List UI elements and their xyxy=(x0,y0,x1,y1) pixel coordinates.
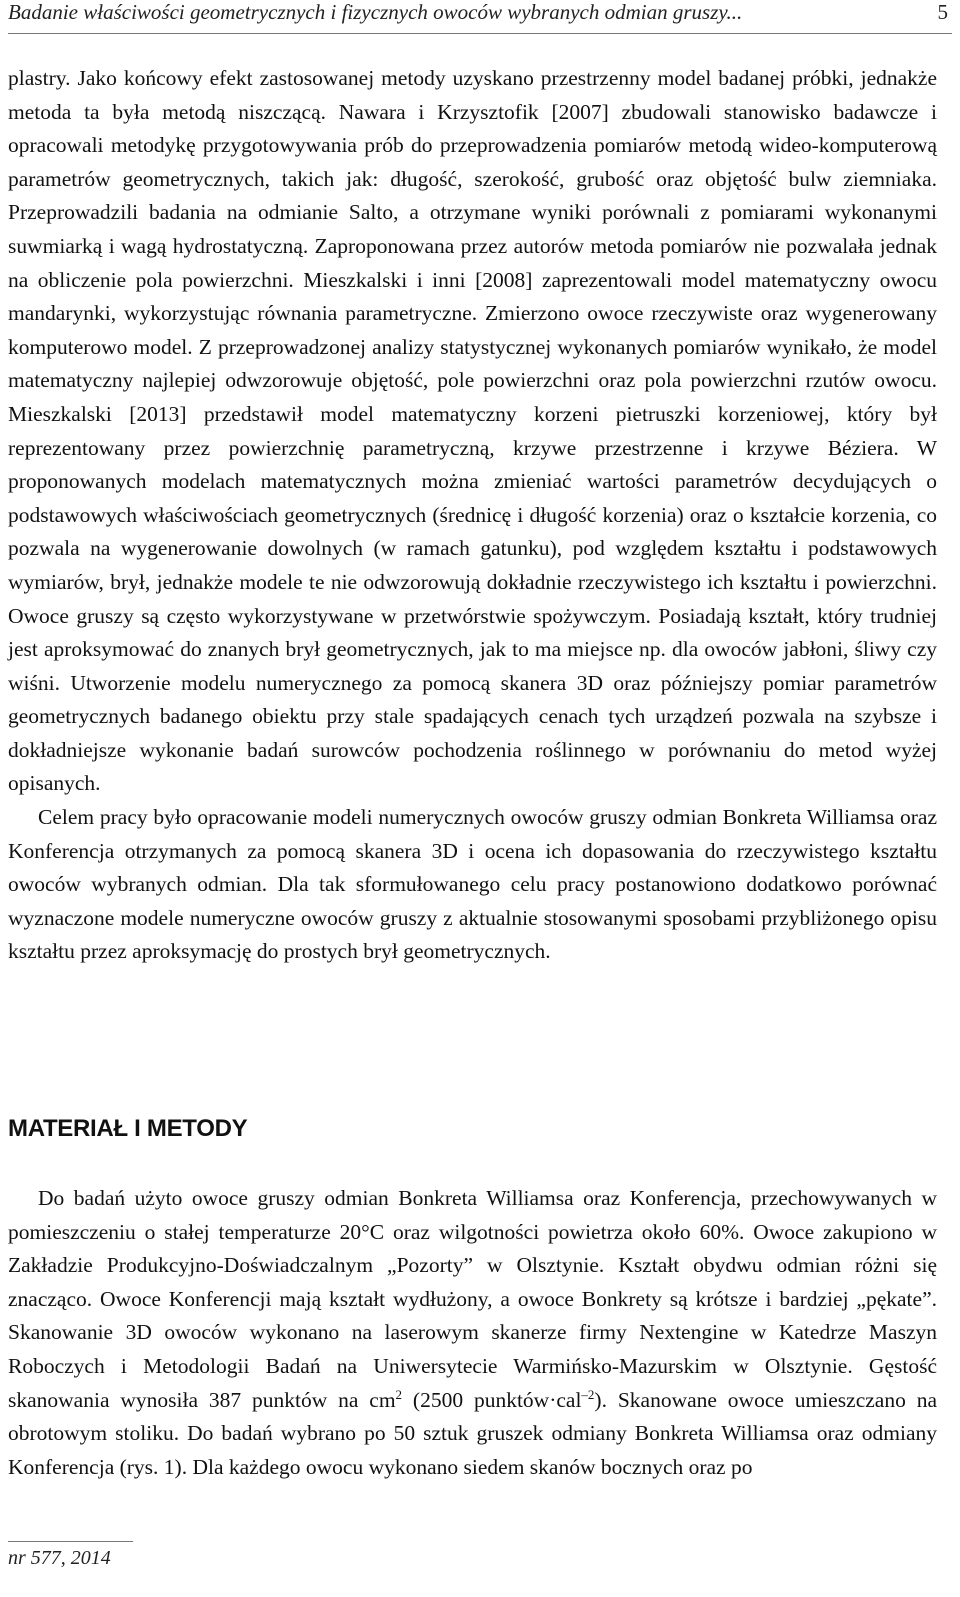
section-heading: MATERIAŁ I METODY xyxy=(8,1115,248,1142)
paragraph xyxy=(8,1182,937,1484)
page-number: 5 xyxy=(937,0,948,24)
footer-divider xyxy=(8,1541,133,1542)
introduction-text xyxy=(8,62,937,969)
running-header xyxy=(8,0,948,24)
footer-issue: nr 577, 2014 xyxy=(8,1547,111,1569)
paragraph-text: ). Skanowane owoce umieszczano na obrotowym stoliku. Do badań wybrano po 50 sztuk gruszek odmiany Bonkreta Williamsa oraz odmiany Konferencja (rys. 1). Dla każdego owocu wykonano siedem skanów bocznych oraz po xyxy=(8,1387,937,1479)
running-header-title: Badanie właściwości geometrycznych i fizycznych owoców wybranych odmian gruszy... xyxy=(8,0,743,24)
paragraph: plastry. Jako końcowy efekt zastosowanej metody uzyskano przestrzenny model badanej próbki, jednakże metoda ta była metodą niszczącą. Nawara i Krzysztofik [2007] zbudowali stanowisko badawcze i opracowali metodykę przygotowywania prób do przeprowadzenia pomiarów metodą wideo-komputerową parametrów geometrycznych, takich jak: długość, szerokość, grubość oraz objętość bulw ziemniaka. Przeprowadzili badania na odmianie Salto, a otrzymane wyniki porównali z pomiarami wykonanymi suwmiarką i wagą hydrostatyczną. Zaproponowana przez autorów metoda pomiarów nie pozwalała jednak na obliczenie pola powierzchni. Mieszkalski i inni [2008] zaprezentowali model matematyczny owocu mandarynki, wykorzystując równania parametryczne. Zmierzono owoce rzeczywiste oraz wygenerowany komputerowo model. Z przeprowadzonej analizy statystycznej wykonanych pomiarów wynikało, że model matematyczny najlepiej odwzorowuje objętość, pole powierzchni oraz pola powierzchni rzutów owocu. Mieszkalski [2013] przedstawił model matematyczny korzeni pietruszki korzeniowej, który był reprezentowany przez powierzchnię parametryczną, krzywe przestrzenne i krzywe Béziera. W proponowanych modelach matematycznych można zmieniać wartości parametrów decydujących o podstawowych właściwościach geometrycznych (średnicę i długość korzenia) oraz o kształcie korzenia, co pozwala na wygenerowanie dowolnych (w ramach gatunku), pod względem kształtu i podstawowych wymiarów, brył, jednakże modele te nie odwzorowują dokładnie rzeczywistego ich kształtu i powierzchni. Owoce gruszy są często wykorzystywane w przetwórstwie spożywczym. Posiadają kształt, który trudniej jest aproksymować do znanych brył geometrycznych, jak to ma miejsce np. dla owoców jabłoni, śliwy czy wiśni. Utworzenie modelu numerycznego za pomocą skanera 3D oraz późniejszy pomiar parametrów geometrycznych badanego obiektu przy stale spadających cenach tych urządzeń pozwala na szybsze i dokładniejsze wykonanie badań surowców pochodzenia roślinnego w porównaniu do metod wyżej opisanych. xyxy=(8,66,937,796)
superscript: –2 xyxy=(581,1386,595,1402)
methods-text xyxy=(8,1182,937,1484)
paragraph-text: (2500 punktów·cal xyxy=(402,1387,582,1412)
paragraph-text: Do badań użyto owoce gruszy odmian Bonkreta Williamsa oraz Konferencja, przechowywanych w pomieszczeniu o stałej temperaturze 20°C oraz wilgotności powietrza około 60%. Owoce zakupiono w Zakładzie Produkcyjno-Doświadczalnym „Pozorty” w Olsztynie. Kształt obydwu odmian różni się znacząco. Owoce Konferencji mają kształt wydłużony, a owoce Bonkrety są krótsze i bardziej „pękate”. Skanowanie 3D owoców wykonano na laserowym skanerze firmy Nextengine w Katedrze Maszyn Roboczych i Metodologii Badań na Uniwersytecie Warmińsko-Mazurskim w Olsztynie. Gęstość skanowania wynosiła 387 punktów na cm xyxy=(8,1186,937,1412)
superscript: 2 xyxy=(395,1386,403,1402)
paragraph: Celem pracy było opracowanie modeli numerycznych owoców gruszy odmian Bonkreta Williamsa oraz Konferencja otrzymanych za pomocą skanera 3D i ocena ich dopasowania do rzeczywistego kształtu owoców wybranych odmian. Dla tak sformułowanego celu pracy postanowiono dodatkowo porównać wyznaczone modele numeryczne owoców gruszy z aktualnie stosowanymi sposobami przybliżonego opisu kształtu przez aproksymację do prostych brył geometrycznych. xyxy=(8,805,937,964)
header-divider xyxy=(8,33,952,34)
